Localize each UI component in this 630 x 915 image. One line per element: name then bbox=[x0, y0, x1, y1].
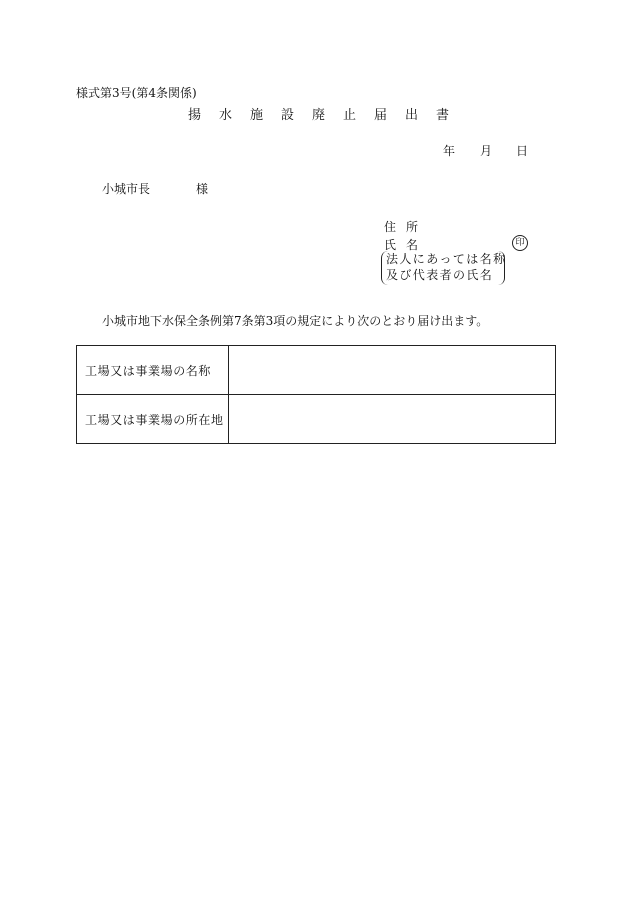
table-row bbox=[77, 346, 556, 395]
name-label: 氏名 bbox=[384, 238, 429, 252]
facility-name-field[interactable] bbox=[228, 346, 555, 395]
facility-name-label: 工場又は事業場の名称 bbox=[77, 346, 229, 395]
facility-location-field[interactable] bbox=[228, 395, 555, 444]
corporation-note-line-1: 法人にあっては名称 bbox=[386, 252, 507, 266]
address-label: 住所 bbox=[384, 220, 429, 234]
corporation-note-line-2: 及び代表者の氏名 bbox=[386, 268, 494, 282]
seal-mark-icon: 印 bbox=[512, 235, 528, 251]
addressee-honorific: 様 bbox=[196, 182, 209, 196]
facility-info-table bbox=[76, 345, 556, 444]
facility-location-label: 工場又は事業場の所在地 bbox=[77, 395, 229, 444]
form-number: 様式第3号(第4条関係) bbox=[76, 86, 197, 100]
corporation-note bbox=[381, 251, 505, 285]
date-year-label: 年 bbox=[443, 144, 456, 158]
date-month-label: 月 bbox=[480, 144, 493, 158]
addressee-name: 小城市長 bbox=[102, 182, 151, 196]
document-title: 揚水施設廃止届出書 bbox=[188, 108, 468, 123]
date-day-label: 日 bbox=[516, 144, 529, 158]
statement-text: 小城市地下水保全条例第7条第3項の規定により次のとおり届け出ます。 bbox=[102, 314, 489, 328]
table-row bbox=[77, 395, 556, 444]
